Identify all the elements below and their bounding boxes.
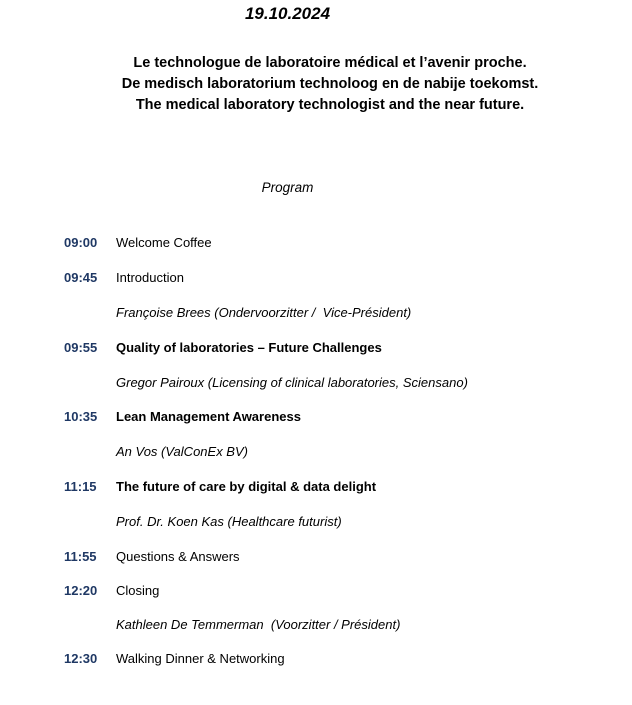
schedule-time: 12:30 [64, 651, 98, 666]
schedule-speaker: Prof. Dr. Koen Kas (Healthcare futurist) [116, 514, 342, 529]
title-line-french: Le technologue de laboratoire médical et l’avenir proche. [133, 55, 527, 71]
schedule-speaker: Gregor Pairoux (Licensing of clinical laboratories, Sciensano) [116, 375, 468, 390]
schedule-item: The future of care by digital & data delight [116, 479, 377, 494]
title-line-dutch: De medisch laboratorium technoloog en de nabije toekomst. [121, 76, 539, 92]
schedule-item: Closing [116, 583, 160, 598]
schedule-time: 09:55 [64, 340, 98, 355]
schedule-item: Introduction [116, 270, 184, 285]
schedule-speaker: An Vos (ValConEx BV) [116, 444, 248, 459]
schedule-time: 11:15 [64, 479, 97, 494]
event-title [0, 53, 632, 116]
schedule-item: Questions & Answers [116, 549, 240, 564]
schedule-time: 12:20 [64, 583, 98, 598]
schedule-item: Walking Dinner & Networking [116, 651, 285, 666]
schedule-item: Quality of laboratories – Future Challenges [116, 340, 382, 355]
schedule-speaker: Françoise Brees (Ondervoorzitter / Vice-Président) [116, 305, 412, 320]
schedule-time: 09:45 [64, 270, 98, 285]
schedule-item: Welcome Coffee [116, 235, 212, 250]
program-heading: Program [261, 180, 314, 195]
event-date: 19.10.2024 [244, 4, 331, 23]
schedule-item: Lean Management Awareness [116, 409, 301, 424]
title-line-english: The medical laboratory technologist and the near future. [135, 97, 525, 113]
schedule-time: 09:00 [64, 235, 98, 250]
schedule-speaker: Kathleen De Temmerman (Voorzitter / Président) [116, 617, 401, 632]
schedule-time: 11:55 [64, 549, 97, 564]
schedule-time: 10:35 [64, 409, 98, 424]
